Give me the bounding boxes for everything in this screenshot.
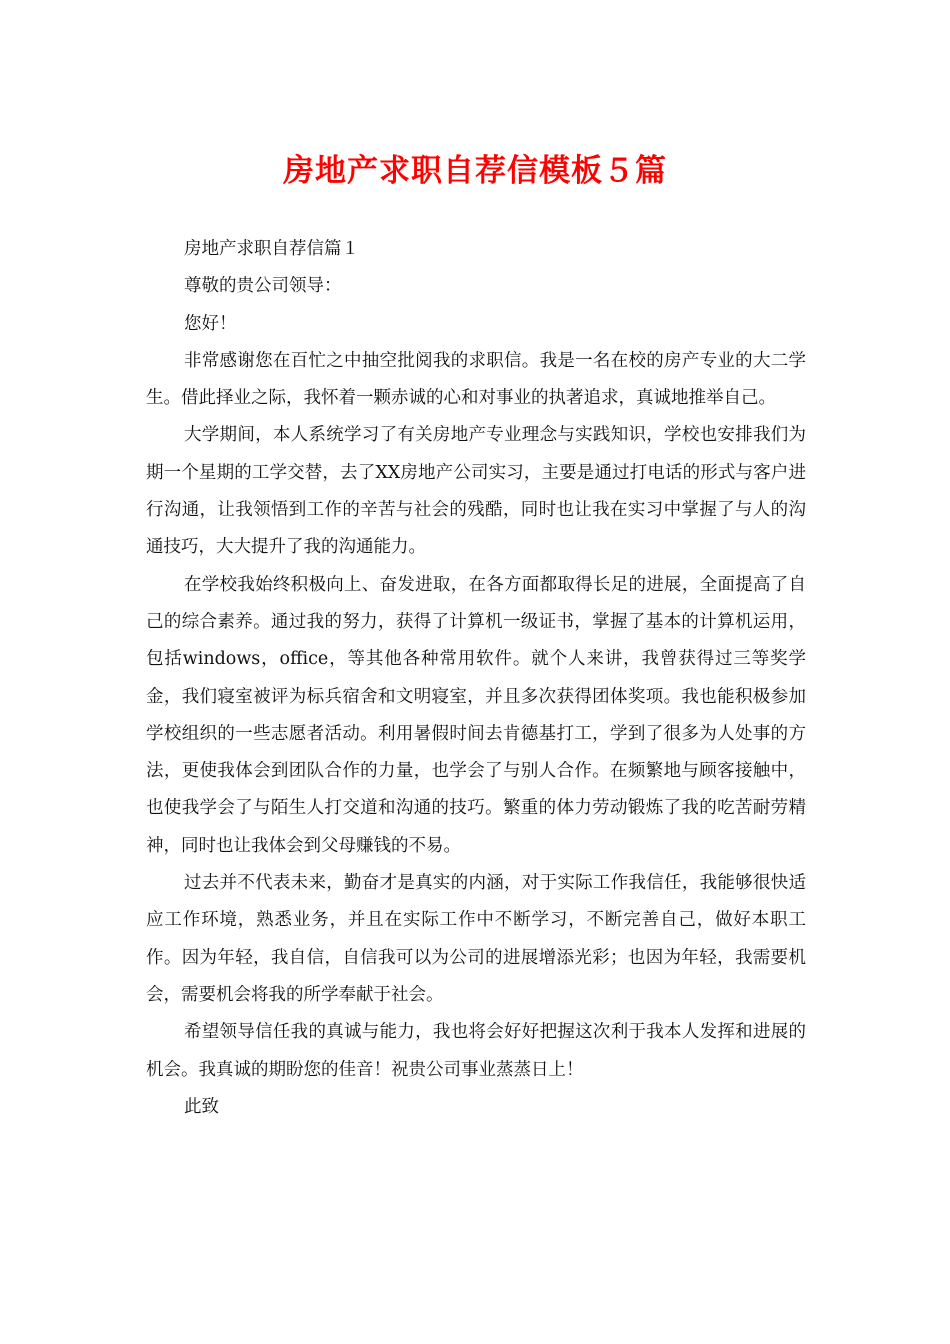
greeting: 您好！: [184, 313, 237, 334]
salutation: 尊敬的贵公司领导：: [184, 276, 342, 297]
body-paragraph: 希望领导信任我的真诚与能力，我也将会好好把握这次利于我本人发挥和进展的机会。我真诚的期盼您的佳音！祝贵公司事业蒸蒸日上！: [146, 1022, 806, 1080]
body-paragraph: 大学期间，本人系统学习了有关房地产专业理念与实践知识，学校也安排我们为期一个星期的工学交替，去了XX房地产公司实习，主要是通过打电话的形式与客户进行沟通，让我领悟到工作的辛苦与社会的残酷，同时也让我在实习中掌握了与人的沟通技巧，大大提升了我的沟通能力。: [146, 425, 806, 558]
document-body: [146, 231, 806, 1126]
closing: 此致: [184, 1096, 219, 1117]
document-title: 房地产求职自荐信模板５篇: [283, 153, 667, 189]
body-paragraph: 在学校我始终积极向上、奋发进取，在各方面都取得长足的进展，全面提高了自己的综合素养。通过我的努力，获得了计算机一级证书，掌握了基本的计算机运用，包括windows，office，等其他各种常用软件。就个人来讲，我曾获得过三等奖学金，我们寝室被评为标兵宿舍和文明寝室，并且多次获得团体奖项。我也能积极参加学校组织的一些志愿者活动。利用暑假时间去肯德基打工，学到了很多为人处事的方法，更使我体会到团队合作的力量，也学会了与别人合作。在频繁地与顾客接触中，也使我学会了与陌生人打交道和沟通的技巧。繁重的体力劳动锻炼了我的吃苦耐劳精神，同时也让我体会到父母赚钱的不易。: [146, 574, 806, 856]
body-paragraph: 过去并不代表未来，勤奋才是真实的内涵，对于实际工作我信任，我能够很快适应工作环境，熟悉业务，并且在实际工作中不断学习，不断完善自己，做好本职工作。因为年轻，我自信，自信我可以为公司的进展增添光彩；也因为年轻，我需要机会，需要机会将我的所学奉献于社会。: [146, 873, 806, 1005]
section-heading: 房地产求职自荐信篇１: [184, 239, 359, 259]
body-paragraph: 非常感谢您在百忙之中抽空批阅我的求职信。我是一名在校的房产专业的大二学生。借此择业之际，我怀着一颗赤诚的心和对事业的执著追求，真诚地推举自己。: [146, 350, 806, 409]
